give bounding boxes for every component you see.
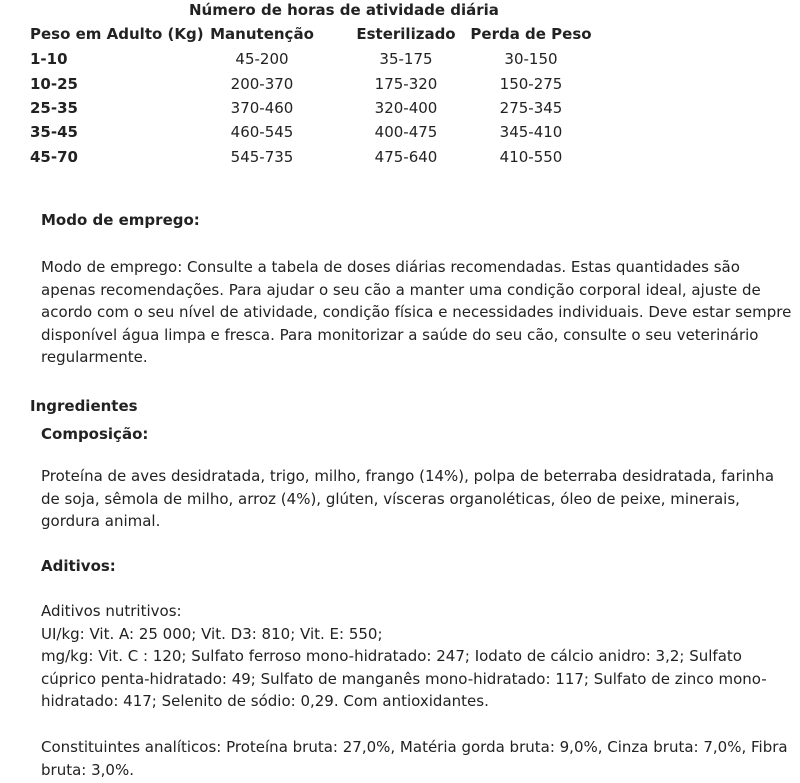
table-cell-weight: 25-35 [30, 99, 78, 117]
usage-line: acordo com o seu nível de atividade, condição física e necessidades individuais. Deve estar sempre [41, 303, 792, 321]
table-header-row [0, 22, 800, 47]
table-cell-weight-loss: 275-345 [499, 99, 563, 117]
composition-heading: Composição: [41, 425, 149, 443]
analytical-line: Constituintes analíticos: Proteína bruta: 27,0%, Matéria gorda bruta: 9,0%, Cinza bruta: 7,0%, Fibra [41, 738, 788, 756]
table-cell-sterilized: 475-640 [374, 148, 438, 166]
usage-line: apenas recomendações. Para ajudar o seu cão a manter uma condição corporal ideal, ajuste de [41, 280, 761, 299]
table-cell-weight-loss: 150-275 [499, 75, 563, 93]
analytical-paragraph [41, 736, 788, 781]
table-cell-maintenance: 545-735 [230, 148, 294, 166]
additives-heading: Aditivos: [41, 557, 116, 575]
usage-line: regularmente. [41, 348, 148, 366]
table-cell-maintenance: 45-200 [235, 50, 289, 68]
additives-paragraph [41, 600, 781, 713]
composition-paragraph [41, 465, 781, 533]
column-header-sterilized: Esterilizado [356, 25, 456, 43]
column-header-weight-loss: Perda de Peso [470, 25, 592, 43]
ingredients-heading: Ingredientes [30, 397, 138, 415]
table-cell-maintenance: 460-545 [230, 123, 294, 141]
composition-line: gordura animal. [41, 512, 161, 530]
column-header-weight: Peso em Adulto (Kg) [30, 25, 204, 43]
additives-line: hidratado: 417; Selenito de sódio: 0,29. Com antioxidantes. [41, 692, 489, 710]
table-cell-sterilized: 175-320 [374, 75, 438, 93]
usage-paragraph [41, 256, 792, 369]
table-row [0, 96, 800, 121]
table-row [0, 47, 800, 72]
column-header-maintenance: Manutenção [210, 25, 314, 43]
table-cell-weight-loss: 30-150 [504, 50, 558, 68]
table-cell-weight: 35-45 [30, 123, 78, 141]
table-cell-weight: 45-70 [30, 148, 78, 166]
table-cell-weight: 10-25 [30, 75, 78, 93]
composition-line: de soja, sêmola de milho, arroz (4%), glúten, vísceras organoléticas, óleo de peixe, minerais, [41, 489, 740, 508]
table-cell-weight-loss: 410-550 [499, 148, 563, 166]
table-cell-sterilized: 35-175 [379, 50, 433, 68]
table-super-header: Número de horas de atividade diária [189, 1, 499, 19]
additives-line: UI/kg: Vit. A: 25 000; Vit. D3: 810; Vit. E: 550; [41, 624, 383, 643]
table-cell-weight-loss: 345-410 [499, 123, 563, 141]
table-row [0, 120, 800, 145]
table-cell-sterilized: 400-475 [374, 123, 438, 141]
usage-line: Modo de emprego: Consulte a tabela de doses diárias recomendadas. Estas quantidades são [41, 258, 740, 276]
composition-line: Proteína de aves desidratada, trigo, milho, frango (14%), polpa de beterraba desidratada, farinha [41, 467, 775, 485]
analytical-line: bruta: 3,0%. [41, 760, 134, 779]
table-row [0, 72, 800, 97]
additives-line: Aditivos nutritivos: [41, 602, 182, 620]
table-cell-sterilized: 320-400 [374, 99, 438, 117]
table-cell-maintenance: 200-370 [230, 75, 294, 93]
additives-line: cúprico penta-hidratado: 49; Sulfato de manganês mono-hidratado: 117; Sulfato de zinco mono- [41, 669, 767, 688]
table-row [0, 145, 800, 170]
additives-line: mg/kg: Vit. C : 120; Sulfato ferroso mono-hidratado: 247; Iodato de cálcio anidro: 3,2; Sulfato [41, 647, 742, 665]
table-cell-weight: 1-10 [30, 50, 68, 68]
usage-line: disponível água limpa e fresca. Para monitorizar a saúde do seu cão, consulte o seu veterinário [41, 325, 759, 344]
table-cell-maintenance: 370-460 [230, 99, 294, 117]
usage-heading: Modo de emprego: [41, 211, 200, 229]
